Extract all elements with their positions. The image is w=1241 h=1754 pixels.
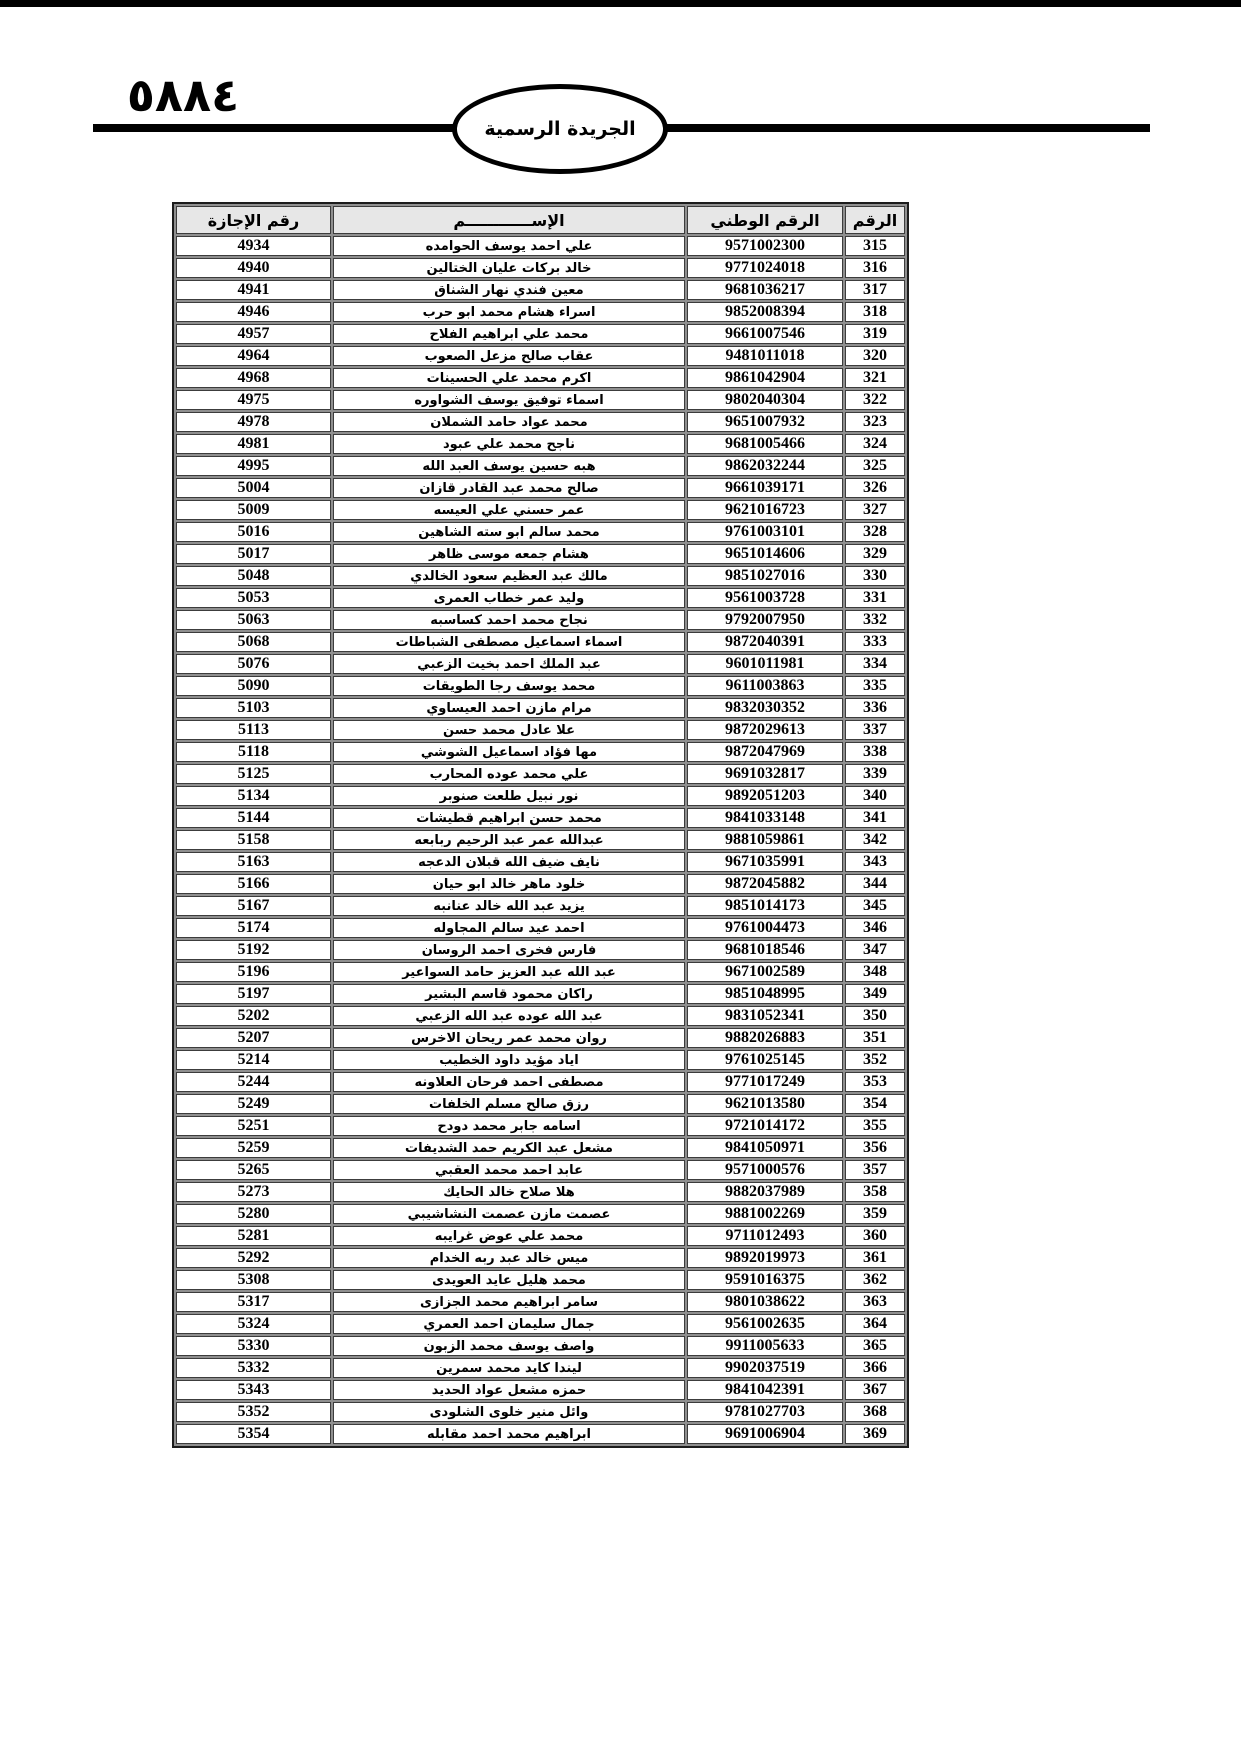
cell-license: 4941 [176,280,331,300]
cell-name: يزيد عبد الله خالد عنانبه [333,896,685,916]
cell-name: اسامه جابر محمد دودح [333,1116,685,1136]
cell-index: 334 [845,654,905,674]
cell-national-id: 9831052341 [687,1006,843,1026]
cell-license: 5048 [176,566,331,586]
cell-license: 5332 [176,1358,331,1378]
table-row [176,610,905,630]
gazette-title-oval [452,84,668,174]
cell-national-id: 9711012493 [687,1226,843,1246]
cell-name: نور نبيل طلعت صنوبر [333,786,685,806]
cell-index: 366 [845,1358,905,1378]
table-row [176,1182,905,1202]
table-row [176,1094,905,1114]
cell-name: اسماء توفيق يوسف الشواوره [333,390,685,410]
cell-name: محمد عواد حامد الشملان [333,412,685,432]
cell-name: مشعل عبد الكريم حمد الشديفات [333,1138,685,1158]
table-row [176,632,905,652]
cell-index: 351 [845,1028,905,1048]
cell-name: محمد يوسف رجا الطويقات [333,676,685,696]
table-row [176,456,905,476]
cell-index: 337 [845,720,905,740]
cell-index: 316 [845,258,905,278]
cell-index: 331 [845,588,905,608]
cell-name: فارس فخرى احمد الروسان [333,940,685,960]
cell-national-id: 9621016723 [687,500,843,520]
table-row [176,258,905,278]
cell-license: 4940 [176,258,331,278]
cell-license: 5144 [176,808,331,828]
table-row [176,786,905,806]
cell-index: 326 [845,478,905,498]
cell-index: 356 [845,1138,905,1158]
table-row [176,346,905,366]
cell-index: 330 [845,566,905,586]
cell-national-id: 9761003101 [687,522,843,542]
page-top-rule [0,0,1241,7]
cell-name: وليد عمر خطاب العمرى [333,588,685,608]
cell-index: 318 [845,302,905,322]
cell-national-id: 9862032244 [687,456,843,476]
table-row [176,1292,905,1312]
cell-name: روان محمد عمر ريحان الاخرس [333,1028,685,1048]
column-header-national-id: الرقم الوطني [687,206,843,234]
cell-index: 369 [845,1424,905,1444]
cell-national-id: 9681005466 [687,434,843,454]
cell-license: 4964 [176,346,331,366]
cell-license: 5068 [176,632,331,652]
cell-national-id: 9611003863 [687,676,843,696]
cell-license: 5343 [176,1380,331,1400]
cell-index: 336 [845,698,905,718]
cell-license: 5280 [176,1204,331,1224]
cell-name: مها فؤاد اسماعيل الشوشي [333,742,685,762]
cell-license: 4934 [176,236,331,256]
cell-license: 5292 [176,1248,331,1268]
cell-national-id: 9851048995 [687,984,843,1004]
cell-license: 5192 [176,940,331,960]
cell-national-id: 9481011018 [687,346,843,366]
cell-national-id: 9571002300 [687,236,843,256]
cell-license: 5063 [176,610,331,630]
table-row [176,1226,905,1246]
cell-name: اسراء هشام محمد ابو حرب [333,302,685,322]
cell-name: ليندا كايد محمد سمرين [333,1358,685,1378]
column-header-index: الرقم [845,206,905,234]
cell-name: عبدالله عمر عبد الرحيم ربابعه [333,830,685,850]
table-row [176,918,905,938]
cell-license: 5354 [176,1424,331,1444]
cell-national-id: 9872045882 [687,874,843,894]
cell-national-id: 9761025145 [687,1050,843,1070]
cell-national-id: 9832030352 [687,698,843,718]
cell-name: مرام مازن احمد العيساوي [333,698,685,718]
cell-name: حمزه مشعل عواد الحديد [333,1380,685,1400]
cell-license: 4981 [176,434,331,454]
cell-license: 5265 [176,1160,331,1180]
cell-name: خالد بركات عليان الختالين [333,258,685,278]
cell-name: اكرم محمد علي الحسينات [333,368,685,388]
cell-national-id: 9681036217 [687,280,843,300]
cell-name: محمد حسن ابراهيم قطيشات [333,808,685,828]
cell-license: 4957 [176,324,331,344]
cell-national-id: 9561002635 [687,1314,843,1334]
cell-license: 5113 [176,720,331,740]
cell-name: جمال سليمان احمد العمري [333,1314,685,1334]
table-header-row [176,206,905,234]
table-row [176,1160,905,1180]
cell-name: محمد سالم ابو سته الشاهين [333,522,685,542]
cell-license: 5125 [176,764,331,784]
cell-national-id: 9882026883 [687,1028,843,1048]
cell-name: هبه حسين يوسف العبد الله [333,456,685,476]
cell-name: ناجح محمد علي عبود [333,434,685,454]
table-row [176,1116,905,1136]
cell-index: 363 [845,1292,905,1312]
cell-license: 5103 [176,698,331,718]
cell-name: عمر حسني علي العيسه [333,500,685,520]
licenses-table [172,202,909,1448]
column-header-license: رقم الإجازة [176,206,331,234]
cell-index: 346 [845,918,905,938]
cell-name: عبد الملك احمد بخيت الزعبي [333,654,685,674]
cell-name: صالح محمد عبد القادر قازان [333,478,685,498]
cell-national-id: 9601011981 [687,654,843,674]
table-row [176,676,905,696]
table-row [176,1006,905,1026]
table-row [176,236,905,256]
cell-national-id: 9781027703 [687,1402,843,1422]
cell-name: احمد عيد سالم المجاوله [333,918,685,938]
cell-national-id: 9721014172 [687,1116,843,1136]
cell-license: 5017 [176,544,331,564]
cell-index: 367 [845,1380,905,1400]
cell-national-id: 9841050971 [687,1138,843,1158]
table-row [176,720,905,740]
cell-index: 359 [845,1204,905,1224]
cell-name: خلود ماهر خالد ابو حيان [333,874,685,894]
cell-license: 5202 [176,1006,331,1026]
cell-national-id: 9841042391 [687,1380,843,1400]
cell-name: عقاب صالح مزعل الصعوب [333,346,685,366]
cell-license: 4968 [176,368,331,388]
cell-name: عبد الله عبد العزيز حامد السواعير [333,962,685,982]
cell-national-id: 9771024018 [687,258,843,278]
cell-name: ميس خالد عبد ربه الخدام [333,1248,685,1268]
cell-index: 344 [845,874,905,894]
table-row [176,368,905,388]
cell-name: محمد هليل عايد العويدى [333,1270,685,1290]
cell-index: 352 [845,1050,905,1070]
cell-index: 335 [845,676,905,696]
cell-national-id: 9651014606 [687,544,843,564]
table-row [176,896,905,916]
table-row [176,808,905,828]
cell-national-id: 9671002589 [687,962,843,982]
table-row [176,434,905,454]
cell-national-id: 9872047969 [687,742,843,762]
cell-national-id: 9911005633 [687,1336,843,1356]
cell-index: 354 [845,1094,905,1114]
cell-license: 5134 [176,786,331,806]
cell-index: 329 [845,544,905,564]
cell-license: 5009 [176,500,331,520]
cell-national-id: 9851027016 [687,566,843,586]
table-row [176,1358,905,1378]
cell-license: 5076 [176,654,331,674]
cell-national-id: 9661007546 [687,324,843,344]
cell-index: 338 [845,742,905,762]
cell-national-id: 9801038622 [687,1292,843,1312]
cell-name: اسماء اسماعيل مصطفى الشباطات [333,632,685,652]
cell-license: 4995 [176,456,331,476]
cell-license: 5090 [176,676,331,696]
cell-index: 353 [845,1072,905,1092]
cell-index: 365 [845,1336,905,1356]
cell-national-id: 9591016375 [687,1270,843,1290]
page-number: ٥٨٨٤ [126,68,240,122]
cell-license: 5196 [176,962,331,982]
cell-name: محمد علي ابراهيم الفلاح [333,324,685,344]
cell-name: نايف ضيف الله قبلان الدعجه [333,852,685,872]
table-row [176,588,905,608]
cell-index: 349 [845,984,905,1004]
cell-national-id: 9882037989 [687,1182,843,1202]
cell-national-id: 9902037519 [687,1358,843,1378]
table-row [176,478,905,498]
cell-national-id: 9892019973 [687,1248,843,1268]
cell-national-id: 9761004473 [687,918,843,938]
cell-national-id: 9671035991 [687,852,843,872]
cell-index: 340 [845,786,905,806]
table-row [176,1270,905,1290]
cell-name: معين فندي نهار الشناق [333,280,685,300]
cell-index: 362 [845,1270,905,1290]
cell-index: 319 [845,324,905,344]
table-row [176,962,905,982]
cell-name: عابد احمد محمد العقبي [333,1160,685,1180]
cell-national-id: 9872040391 [687,632,843,652]
cell-national-id: 9861042904 [687,368,843,388]
cell-index: 364 [845,1314,905,1334]
cell-license: 5207 [176,1028,331,1048]
cell-index: 317 [845,280,905,300]
column-header-name: الإســــــــــــم [333,206,685,234]
cell-national-id: 9852008394 [687,302,843,322]
cell-license: 5352 [176,1402,331,1422]
cell-name: اياد مؤيد داود الخطيب [333,1050,685,1070]
cell-index: 325 [845,456,905,476]
cell-license: 4975 [176,390,331,410]
cell-name: عبد الله عوده عبد الله الزعبي [333,1006,685,1026]
table-row [176,698,905,718]
cell-license: 5166 [176,874,331,894]
cell-name: مصطفى احمد فرحان العلاونه [333,1072,685,1092]
table-row [176,940,905,960]
table-row [176,1072,905,1092]
cell-index: 324 [845,434,905,454]
table-row [176,1028,905,1048]
cell-index: 350 [845,1006,905,1026]
gazette-title: الجريدة الرسمية [484,118,636,140]
cell-index: 321 [845,368,905,388]
cell-national-id: 9792007950 [687,610,843,630]
cell-license: 5251 [176,1116,331,1136]
cell-license: 5214 [176,1050,331,1070]
cell-license: 5053 [176,588,331,608]
cell-index: 355 [845,1116,905,1136]
cell-national-id: 9691006904 [687,1424,843,1444]
cell-index: 358 [845,1182,905,1202]
cell-national-id: 9881002269 [687,1204,843,1224]
table-row [176,280,905,300]
cell-index: 357 [845,1160,905,1180]
cell-license: 5004 [176,478,331,498]
table-row [176,1314,905,1334]
cell-license: 5308 [176,1270,331,1290]
table-row [176,830,905,850]
cell-name: وائل منير خلوى الشلودى [333,1402,685,1422]
cell-license: 5273 [176,1182,331,1202]
cell-name: رزق صالح مسلم الخلفات [333,1094,685,1114]
table-row [176,412,905,432]
table-row [176,522,905,542]
cell-license: 5197 [176,984,331,1004]
cell-license: 5016 [176,522,331,542]
table-row [176,1138,905,1158]
cell-name: مالك عبد العظيم سعود الخالدي [333,566,685,586]
cell-index: 343 [845,852,905,872]
cell-name: نجاح محمد احمد كساسبه [333,610,685,630]
cell-index: 347 [845,940,905,960]
table-row [176,1336,905,1356]
cell-license: 5167 [176,896,331,916]
cell-license: 5317 [176,1292,331,1312]
table-row [176,544,905,564]
cell-national-id: 9681018546 [687,940,843,960]
table-row [176,764,905,784]
cell-index: 342 [845,830,905,850]
cell-name: هشام جمعه موسى ظاهر [333,544,685,564]
table-row [176,1424,905,1444]
cell-name: هلا صلاح خالد الحايك [333,1182,685,1202]
cell-name: علا عادل محمد حسن [333,720,685,740]
cell-national-id: 9661039171 [687,478,843,498]
cell-license: 5158 [176,830,331,850]
table-row [176,1402,905,1422]
table-row [176,1380,905,1400]
cell-national-id: 9892051203 [687,786,843,806]
cell-national-id: 9802040304 [687,390,843,410]
table-row [176,324,905,344]
cell-name: علي محمد عوده المحارب [333,764,685,784]
table-row [176,984,905,1004]
cell-index: 332 [845,610,905,630]
cell-national-id: 9872029613 [687,720,843,740]
table-row [176,390,905,410]
cell-name: علي احمد يوسف الحوامده [333,236,685,256]
cell-national-id: 9691032817 [687,764,843,784]
table-row [176,566,905,586]
cell-national-id: 9851014173 [687,896,843,916]
cell-license: 5118 [176,742,331,762]
cell-index: 368 [845,1402,905,1422]
cell-name: محمد علي عوض غرايبه [333,1226,685,1246]
cell-license: 5163 [176,852,331,872]
cell-index: 348 [845,962,905,982]
cell-index: 361 [845,1248,905,1268]
cell-license: 5174 [176,918,331,938]
cell-name: سامر ابراهيم محمد الجزازى [333,1292,685,1312]
table-row [176,1204,905,1224]
table-row [176,742,905,762]
cell-index: 341 [845,808,905,828]
cell-name: واصف يوسف محمد الزبون [333,1336,685,1356]
table-row [176,1050,905,1070]
cell-index: 323 [845,412,905,432]
table-row [176,500,905,520]
cell-license: 5244 [176,1072,331,1092]
cell-license: 4978 [176,412,331,432]
table-row [176,654,905,674]
cell-license: 5324 [176,1314,331,1334]
cell-national-id: 9561003728 [687,588,843,608]
cell-national-id: 9621013580 [687,1094,843,1114]
cell-index: 360 [845,1226,905,1246]
cell-license: 5249 [176,1094,331,1114]
cell-national-id: 9651007932 [687,412,843,432]
cell-index: 322 [845,390,905,410]
cell-national-id: 9881059861 [687,830,843,850]
cell-name: راكان محمود قاسم البشير [333,984,685,1004]
table-row [176,874,905,894]
cell-license: 5281 [176,1226,331,1246]
cell-name: عصمت مازن عصمت النشاشيبي [333,1204,685,1224]
cell-index: 327 [845,500,905,520]
cell-index: 333 [845,632,905,652]
cell-name: ابراهيم محمد احمد مقابله [333,1424,685,1444]
cell-license: 5259 [176,1138,331,1158]
cell-license: 5330 [176,1336,331,1356]
table-row [176,852,905,872]
cell-index: 320 [845,346,905,366]
cell-index: 315 [845,236,905,256]
cell-national-id: 9771017249 [687,1072,843,1092]
cell-index: 328 [845,522,905,542]
cell-license: 4946 [176,302,331,322]
cell-index: 339 [845,764,905,784]
cell-national-id: 9841033148 [687,808,843,828]
cell-index: 345 [845,896,905,916]
cell-national-id: 9571000576 [687,1160,843,1180]
table-row [176,1248,905,1268]
table-row [176,302,905,322]
